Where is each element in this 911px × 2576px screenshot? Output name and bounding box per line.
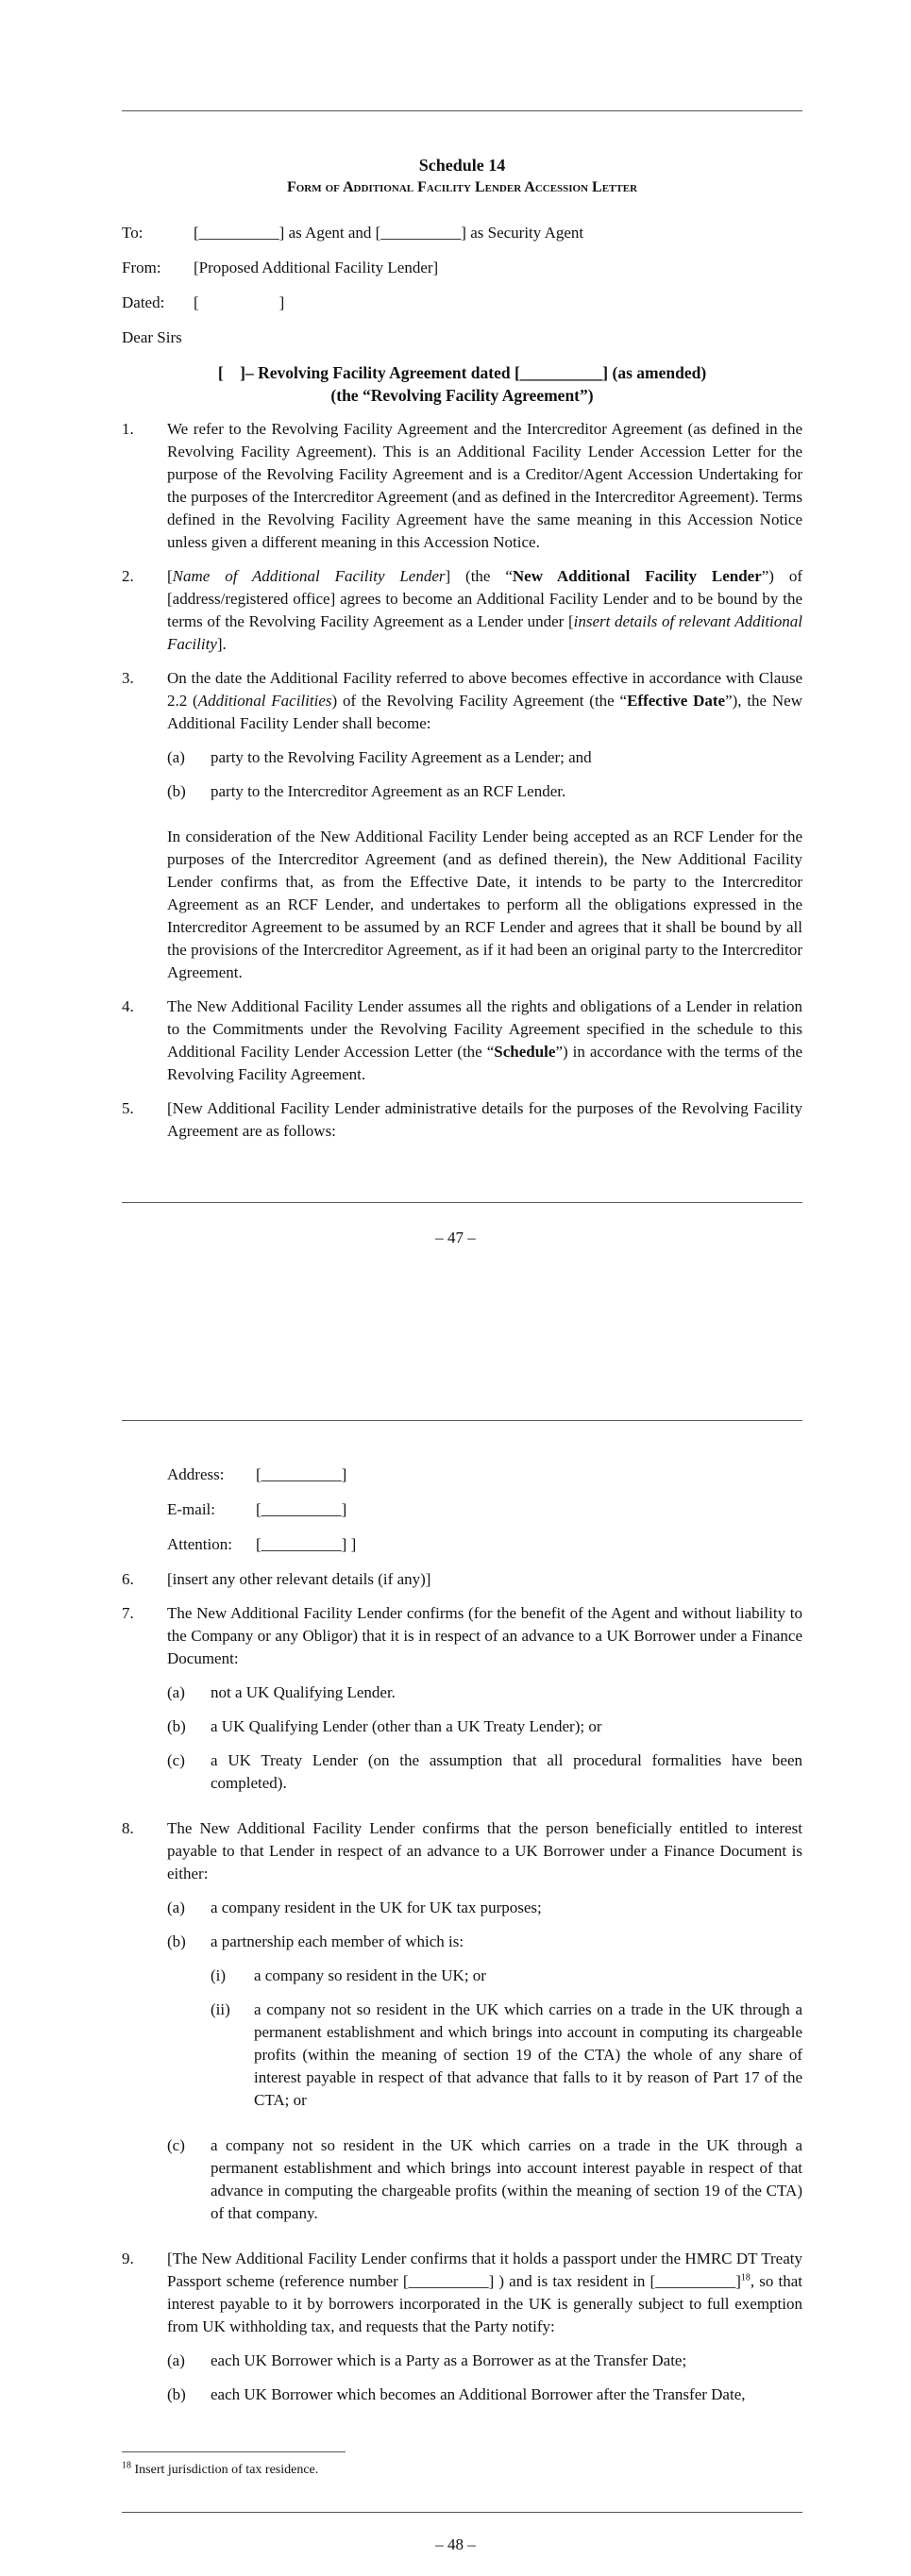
from-value: [Proposed Additional Facility Lender] (194, 259, 439, 276)
subclause-text: party to the Revolving Facility Agreement as a Lender; and (211, 748, 592, 766)
subclause-c (167, 1749, 802, 1795)
text-segment-italic: Additional Facilities (197, 692, 332, 710)
clause-text: We refer to the Revolving Facility Agreement and the Intercreditor Agreement (as defined in the Revolving Facility Agreement). This is an Additional Facility Lender Accession Letter for the purpose of the Revolving Facility Agreement and is a Creditor/Agent Accession Undertaking for the purposes of the Intercreditor Agreement (and as defined in the Intercreditor Agreement). Terms defined in the Revolving Facility Agreement have the same meaning in this Accession Notice unless given a different meaning in this Accession Notice. (167, 420, 802, 551)
email-label: E-mail: (167, 1500, 215, 1518)
clause-text (167, 1602, 802, 1806)
subclause-text: party to the Intercreditor Agreement as an RCF Lender. (211, 782, 566, 800)
clause-number: 8. (122, 1819, 134, 1837)
clause-text: [New Additional Facility Lender administrative details for the purposes of the Revolving Facility Agreement are as follows: (167, 1099, 802, 1140)
subclause-c (167, 2134, 802, 2225)
text-segment: , so that interest payable to it by borrowers incorporated in the UK is generally subject to full exemption from UK withholding tax, and requests that the Party notify: (167, 2272, 803, 2335)
agreement-title-line1: [ ]– Revolving Facility Agreement dated [__________] (as amended) (217, 363, 707, 382)
subclause-label: (a) (167, 748, 185, 766)
clause-number: 3. (122, 669, 134, 687)
salutation: Dear Sirs (122, 328, 182, 346)
footnote-reference[interactable]: 18 (740, 2272, 751, 2283)
subclause-label: (c) (167, 2136, 185, 2154)
clause-text (167, 1817, 802, 2236)
footer-rule (122, 2512, 802, 2513)
clause-6 (122, 1568, 802, 1591)
clause-number: 6. (122, 1570, 134, 1588)
subclause-text: each UK Borrower which is a Party as a Borrower as at the Transfer Date; (211, 2351, 687, 2369)
defined-term: Effective Date (627, 692, 726, 710)
text-segment: ”) in accordance with the terms of the Revolving Facility Agreement. (167, 1043, 802, 1083)
subclause-label: (c) (167, 1751, 185, 1769)
subclause-a (167, 1681, 802, 1704)
form-title: Form of Additional Facility Lender Accession Letter (286, 179, 638, 195)
footnote-separator (122, 2451, 346, 2452)
subclause-label: (a) (167, 1899, 185, 1916)
header-rule (122, 1420, 802, 1421)
dated-value: [ ] (194, 293, 285, 311)
attention-line (167, 1533, 802, 1556)
defined-term: New Additional Facility Lender (512, 567, 762, 585)
footnote-number: 18 (122, 2460, 131, 2471)
subclause-b (167, 1931, 802, 2123)
address-label: Address: (167, 1465, 225, 1483)
clause-number: 1. (122, 420, 134, 438)
subclause-text: a partnership each member of which is: (211, 1932, 464, 1950)
text-segment: ”), the New Additional Facility Lender shall become: (167, 692, 802, 732)
clause-number: 5. (122, 1099, 134, 1117)
subclause-a (167, 1897, 802, 1919)
text-segment: [ (167, 567, 173, 585)
paragraph-label: (i) (211, 1966, 227, 1984)
from-label: From: (122, 259, 161, 276)
address-value: [__________] (256, 1465, 347, 1483)
text-segment: The New Additional Facility Lender confirms that the person beneficially entitled to interest payable to that Lender in respect of an advance to a UK Borrower under a Finance Document is either: (167, 1819, 802, 1882)
address-line (167, 1464, 802, 1486)
subclause-label: (b) (167, 1717, 186, 1735)
email-value: [__________] (256, 1500, 347, 1518)
paragraph-text: a company not so resident in the UK which carries on a trade in the UK through a permanent establishment and which brings into account in computing its chargeable profits (within the meaning of section 19 of the CTA) the whole of any share of interest payable in respect of that advance that falls to it by reason of Part 17 of the CTA; or (254, 2000, 802, 2109)
to-label: To: (122, 224, 143, 242)
agreement-title-line2: (the “Revolving Facility Agreement”) (330, 386, 594, 405)
clause-9 (122, 2248, 802, 2417)
subclause-label: (a) (167, 1683, 185, 1701)
text-segment: On the date the Additional Facility referred to above becomes effective in accordance with Clause 2.2 ( (167, 669, 802, 710)
paragraph-i (211, 1965, 802, 1987)
text-segment: The New Additional Facility Lender confirms (for the benefit of the Agent and without liability to the Company or any Obligor) that it is in respect of an advance to a UK Borrower under a Finance Document: (167, 1604, 802, 1667)
paragraph-ii (211, 1999, 802, 2112)
text-segment: ) of the Revolving Facility Agreement (the “ (331, 692, 628, 710)
schedule-heading: Schedule 14 (418, 156, 506, 175)
subclause-label: (a) (167, 2351, 185, 2369)
subclause-label: (b) (167, 1932, 186, 1950)
page-number: – 47 – (435, 1229, 476, 1246)
text-segment: ”) of [address/registered office] agrees to become an Additional Facility Lender and to be bound by the terms of the Revolving Facility Agreement as a Lender under [ (167, 567, 802, 630)
clause-3-continuation: In consideration of the New Additional Facility Lender being accepted as an RCF Lender for the purposes of the Intercreditor Agreement (and as defined therein), the New Additional Facility Lender confirms that, as from the Effective Date, it intends to be party to the Intercreditor Agreement as an RCF Lender, and undertakes to perform all the obligations expressed in the Intercreditor Agreement to be assumed by an RCF Lender and agrees that it shall be bound by all the provisions of the Intercreditor Agreement, as if it had been an original party to the Intercreditor Agreement. (167, 828, 802, 981)
clause-text: [insert any other relevant details (if any)] (167, 1570, 431, 1588)
clause-text (167, 2248, 802, 2417)
email-line (167, 1498, 802, 1521)
text-segment: ] (the “ (445, 567, 513, 585)
subclause-b (167, 2384, 802, 2406)
clause-number: 2. (122, 567, 134, 585)
text-segment-italic: insert details of relevant Additional Facility (167, 612, 802, 653)
subclause-a (167, 2350, 802, 2372)
clause-number: 7. (122, 1604, 134, 1622)
footnote-text: Insert jurisdiction of tax residence. (134, 2463, 319, 2477)
text-segment-italic: Name of Additional Facility Lender (172, 567, 446, 585)
attention-label: Attention: (167, 1535, 232, 1553)
footnote (122, 2459, 318, 2482)
subclause-text: a UK Qualifying Lender (other than a UK Treaty Lender); or (211, 1717, 602, 1735)
text-segment: The New Additional Facility Lender assumes all the rights and obligations of a Lender in relation to the Commitments under the Revolving Facility Agreement specified in the schedule to this Additional Facility Lender Accession Letter (the “ (167, 997, 802, 1061)
clause-7 (122, 1602, 802, 1806)
attention-value: [__________] ] (256, 1535, 357, 1553)
subclause-text: a company resident in the UK for UK tax purposes; (211, 1899, 542, 1916)
clause-number: 9. (122, 2250, 134, 2267)
paragraph-label: (ii) (211, 2000, 230, 2018)
subclause-label: (b) (167, 2385, 186, 2403)
dated-label: Dated: (122, 293, 165, 311)
subclause-label: (b) (167, 782, 186, 800)
subclause-text: a UK Treaty Lender (on the assumption that all procedural formalities have been completed). (211, 1751, 802, 1792)
text-segment: ]. (216, 635, 227, 653)
paragraph-text: a company so resident in the UK; or (254, 1966, 486, 1984)
subclause-text: not a UK Qualifying Lender. (211, 1683, 396, 1701)
clause-8 (122, 1817, 802, 2236)
clause-number: 4. (122, 997, 134, 1015)
to-value: [__________] as Agent and [__________] as Security Agent (194, 224, 584, 242)
subclause-b (167, 1715, 802, 1738)
subclause-text: a company not so resident in the UK which carries on a trade in the UK through a permanent establishment and which brings into account interest payable in respect of that advance in computing the chargeable profits (within the meaning of section 19 of the CTA) of that company. (211, 2136, 802, 2222)
defined-term: Schedule (494, 1043, 556, 1061)
text-segment: [The New Additional Facility Lender confirms that it holds a passport under the HMRC DT Treaty Passport scheme (reference number [__________] ) and is tax resident in [__________] (167, 2250, 802, 2290)
subclause-text: each UK Borrower which becomes an Additional Borrower after the Transfer Date, (211, 2385, 746, 2403)
page-number: – 48 – (435, 2535, 476, 2553)
